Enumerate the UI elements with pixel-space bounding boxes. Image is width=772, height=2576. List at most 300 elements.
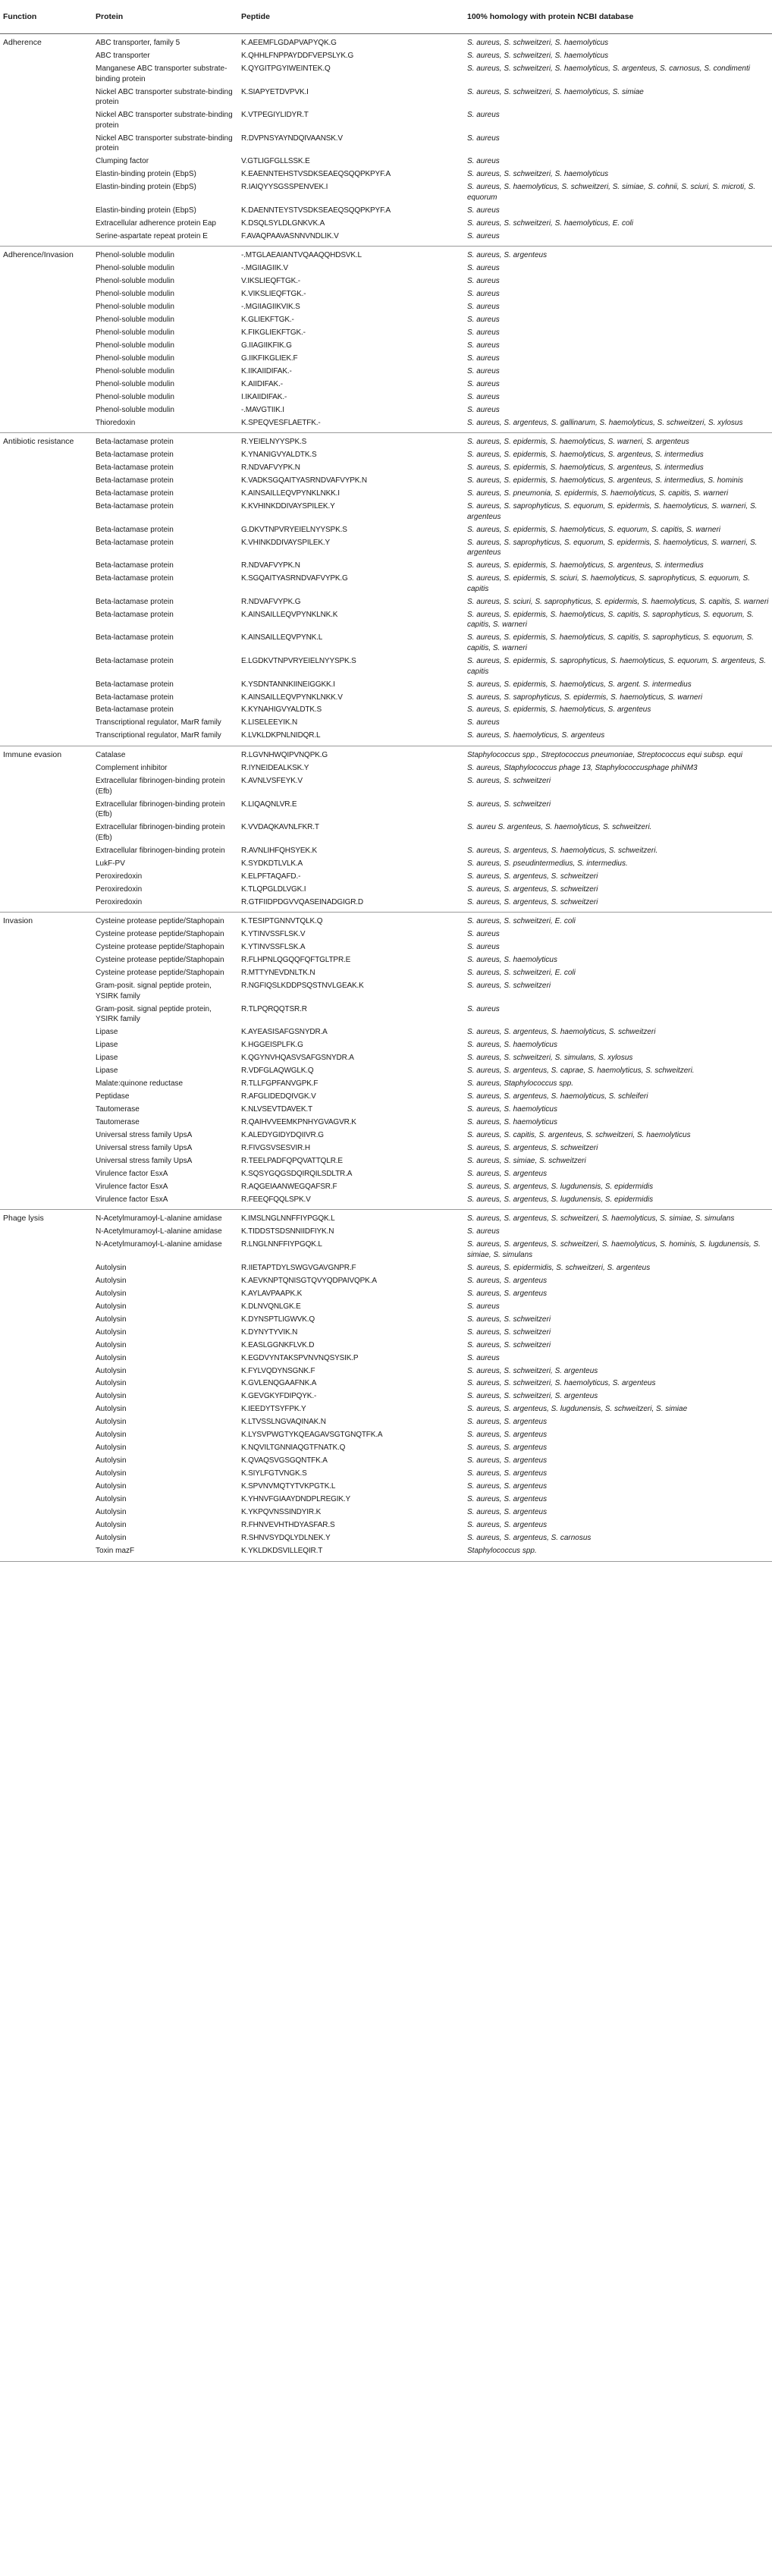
function-cell — [0, 896, 93, 913]
homology-cell: S. aureus, S. argenteus, S. schweitzeri, S. haemolyticus, S. hominis, S. lugdunensis, S. simiae, S. simulans — [467, 1240, 761, 1259]
function-cell — [0, 979, 93, 1003]
function-cell — [0, 1519, 93, 1531]
peptide-cell: K.KYNAHIGVYALDTK.S — [241, 705, 322, 715]
table-row — [0, 730, 772, 746]
function-cell — [0, 678, 93, 691]
peptide-cell: R.IIETAPTDYLSWGVGAVGNPR.F — [241, 1263, 356, 1272]
protein-cell: N-Acetylmuramoyl-L-alanine amidase — [96, 1227, 222, 1236]
function-cell — [0, 1142, 93, 1154]
protein-cell: LukF-PV — [96, 859, 125, 868]
homology-cell: S. aureus — [467, 134, 500, 143]
homology-cell: S. aureus, S. epidermis, S. haemolyticus, S. equorum, S. capitis, S. warneri — [467, 525, 721, 534]
function-cell — [0, 870, 93, 883]
table-row — [0, 762, 772, 774]
homology-cell: S. aureus, S. argenteus — [467, 1521, 548, 1530]
function-cell — [0, 966, 93, 979]
function-cell — [0, 132, 93, 156]
protein-cell: Phenol-soluble modulin — [96, 303, 174, 312]
function-cell — [0, 262, 93, 275]
peptide-cell: K.AINSAILLEQVPYNKLNK.K — [241, 610, 338, 619]
table-row — [0, 1442, 772, 1455]
homology-cell: S. aureus — [467, 264, 500, 273]
homology-cell: S. aureus, S. schweitzeri, S. haemolyticus, E. coli — [467, 218, 633, 228]
table-row — [0, 204, 772, 217]
homology-cell: S. aureus, S. argenteus — [467, 1418, 548, 1427]
homology-cell: S. aureus, S. schweitzeri, S. haemolyticus — [467, 170, 609, 179]
function-cell — [0, 774, 93, 798]
protein-cell: Autolysin — [96, 1521, 127, 1530]
homology-cell: S. aureus, S. argenteus — [467, 1444, 548, 1453]
protein-cell: Universal stress family UpsA — [96, 1143, 193, 1152]
table-row — [0, 449, 772, 462]
homology-cell: S. aureus — [467, 277, 500, 286]
homology-cell: S. aureus, S. argenteus, S. schweitzeri — [467, 884, 598, 894]
homology-cell: S. aureus, S. epidermis, S. haemolyticus, S. argenteus, S. intermedius — [467, 451, 704, 460]
peptide-cell: K.VIKSLIEQFTGK.- — [241, 290, 306, 299]
function-cell — [0, 49, 93, 62]
homology-cell: S. aureus, S. epidermis, S. haemolyticus, S. argenteus, S. intermedius, S. hominis — [467, 476, 744, 485]
protein-cell: Lipase — [96, 1041, 118, 1050]
homology-cell: S. aureus, S. argenteus, S. haemolyticus, S. schleiferi — [467, 1092, 648, 1101]
protein-cell: Nickel ABC transporter substrate-binding protein — [96, 87, 233, 107]
protein-cell: Virulence factor EsxA — [96, 1169, 168, 1178]
protein-cell: Beta-lactamase protein — [96, 525, 174, 534]
table-row — [0, 691, 772, 704]
peptide-cell: R.AQGEIAANWEGQAFSR.F — [241, 1182, 337, 1191]
table-row — [0, 632, 772, 655]
protein-cell: Autolysin — [96, 1431, 127, 1440]
table-row — [0, 1390, 772, 1403]
function-cell — [0, 655, 93, 678]
homology-cell: S. aureus, S. argenteus, S. haemolyticus, S. schweitzeri. — [467, 846, 658, 855]
function-cell — [0, 1193, 93, 1210]
protein-cell: ABC transporter — [96, 51, 150, 60]
table-row — [0, 326, 772, 339]
function-cell — [0, 844, 93, 857]
function-cell — [0, 404, 93, 416]
homology-cell: S. aureus — [467, 1302, 500, 1311]
homology-cell: S. aureus, S. schweitzeri — [467, 981, 551, 990]
peptide-cell: K.SPEQVESFLAETFK.- — [238, 416, 464, 433]
function-cell — [0, 1154, 93, 1167]
homology-cell: S. aureus — [467, 316, 500, 325]
table-row — [0, 595, 772, 608]
protein-cell: Autolysin — [96, 1263, 127, 1272]
peptide-cell: K.VHINKDDIVAYSPILEK.Y — [241, 538, 331, 547]
protein-cell: Beta-lactamase protein — [96, 610, 174, 619]
peptide-cell: K.EGDVYNTAKSPVNVNQSYSIK.P — [241, 1353, 359, 1362]
peptide-cell: K.AINSAILLEQVPYNK.L — [241, 633, 323, 642]
peptide-cell: R.NGFIQSLKDDPSQSTNVLGEAK.K — [241, 981, 364, 990]
protein-cell: N-Acetylmuramoyl-L-alanine amidase — [96, 1240, 222, 1249]
function-cell — [0, 632, 93, 655]
function-cell — [0, 391, 93, 404]
protein-cell: Phenol-soluble modulin — [96, 264, 174, 273]
peptide-cell: K.SIYLFGTVNGK.S — [241, 1469, 307, 1478]
homology-cell: S. aureus, S. epidermis, S. haemolyticus, S. argenteus, S. intermedius — [467, 561, 704, 570]
protein-cell: Manganese ABC transporter substrate-binding protein — [96, 64, 228, 83]
peptide-cell: K.TLQPGLDLVGK.I — [241, 884, 306, 894]
protein-cell: Beta-lactamase protein — [96, 489, 174, 498]
homology-cell: S. aureus, S. argenteus, S. haemolyticus, S. schweitzeri — [467, 1028, 656, 1037]
homology-cell: S. aureus, S. argenteus, S. schweitzeri — [467, 1143, 598, 1152]
function-cell — [0, 475, 93, 488]
table-row — [0, 1429, 772, 1442]
function-cell — [0, 762, 93, 774]
function-cell — [0, 501, 93, 524]
homology-cell: S. aureus, S. argenteus — [467, 1495, 548, 1504]
peptide-cell: G.DKVTNPVRYEIELNYYSPK.S — [241, 525, 347, 534]
protein-cell: Complement inhibitor — [96, 763, 168, 772]
peptide-cell: E.LGDKVTNPVRYEIELNYYSPK.S — [241, 656, 356, 665]
peptide-cell: R.LNGLNNFFIYPGQK.L — [241, 1240, 322, 1249]
function-cell: Invasion — [3, 916, 33, 926]
protein-cell: Extracellular fibrinogen-binding protein (Efb) — [96, 800, 225, 819]
protein-cell: Cysteine protease peptide/Staphopain — [96, 917, 224, 926]
function-cell — [0, 62, 93, 86]
homology-cell: S. aureus, S. haemolyticus, S. schweitzeri, S. simiae, S. cohnii, S. sciuri, S. microti, S. equorum — [467, 183, 756, 202]
function-cell — [0, 730, 93, 746]
protein-cell: Cysteine protease peptide/Staphopain — [96, 968, 224, 977]
peptide-cell: R.NDVAFVYPK.N — [241, 561, 300, 570]
protein-cell: Universal stress family UpsA — [96, 1156, 193, 1165]
function-cell — [0, 378, 93, 391]
table-row — [0, 1339, 772, 1352]
homology-cell: S. aureus — [467, 366, 500, 375]
peptide-cell: R.DVPNSYAYNDQIVAANSK.V — [241, 134, 343, 143]
homology-cell: S. aureus, S. argenteus — [467, 1289, 548, 1298]
peptide-cell: K.SIAPYETDVPVK.I — [241, 87, 309, 96]
table-row — [0, 156, 772, 168]
homology-cell: S. aureus — [467, 379, 500, 388]
function-cell — [0, 821, 93, 844]
peptide-cell: K.LTVSSLNGVAQINAK.N — [241, 1418, 326, 1427]
protein-cell: Beta-lactamase protein — [96, 693, 174, 702]
peptide-cell: K.IIKAIIDIFAK.- — [241, 366, 292, 375]
function-cell — [0, 1506, 93, 1519]
peptide-cell: K.GVLENQGAAFNK.A — [241, 1379, 317, 1388]
peptide-cell: R.AVNLIHFQHSYEK.K — [241, 846, 318, 855]
homology-cell: S. aureus, S. argenteus — [467, 1456, 548, 1465]
peptide-cell: K.QYGITPGYIWEINTEK.Q — [241, 64, 331, 73]
peptide-cell: R.IAIQYYSGSSPENVEK.I — [241, 183, 328, 192]
function-cell — [0, 1300, 93, 1313]
homology-cell: S. aureus, S. schweitzeri, E. coli — [467, 917, 576, 926]
homology-cell: S. aureus, S. argenteus — [467, 1482, 548, 1491]
peptide-cell: K.HGGEISPLFK.G — [241, 1041, 303, 1050]
peptide-cell: K.QVAQSVGSGQNTFK.A — [241, 1456, 328, 1465]
table-row — [0, 1261, 772, 1274]
peptide-cell: K.EAENNTEHSTVSDKSEAEQSQQPKPYF.A — [241, 170, 391, 179]
peptide-cell: K.LISELEEYIK.N — [241, 718, 298, 727]
table-row — [0, 34, 772, 50]
protein-cell: Phenol-soluble modulin — [96, 353, 174, 363]
table-row — [0, 475, 772, 488]
table-row — [0, 704, 772, 717]
table-row — [0, 678, 772, 691]
protein-cell: Thioredoxin — [93, 416, 238, 433]
function-cell — [0, 462, 93, 475]
peptide-cell: K.AEVKNPTQNISGTQVYQDPAIVQPK.A — [241, 1276, 377, 1285]
function-cell — [0, 1116, 93, 1129]
function-cell — [0, 1180, 93, 1193]
peptide-cell: R.FEEQFQQLSPK.V — [238, 1193, 464, 1210]
homology-cell: S. aureus, S. argenteus, S. lugdunensis, S. schweitzeri, S. simiae — [467, 1405, 688, 1414]
homology-cell: S. aureus, S. capitis, S. argenteus, S. schweitzeri, S. haemolyticus — [467, 1130, 691, 1139]
function-cell — [0, 1287, 93, 1300]
homology-cell: Staphylococcus spp., Streptococcus pneumoniae, Streptococcus equi subsp. equi — [467, 751, 742, 759]
homology-cell: S. aureus — [467, 930, 500, 939]
protein-cell: Autolysin — [96, 1392, 127, 1401]
homology-cell: S. aureus, S. schweitzeri, S. argenteus — [467, 1392, 598, 1401]
table-row — [0, 1180, 772, 1193]
protein-cell: Beta-lactamase protein — [96, 574, 174, 583]
protein-cell: Beta-lactamase protein — [96, 438, 174, 447]
function-cell — [0, 717, 93, 730]
peptide-cell: K.QHHLFNPPAYDDFVEPSLYK.G — [241, 51, 354, 60]
function-cell — [0, 1026, 93, 1038]
function-cell — [0, 449, 93, 462]
protein-cell: Peroxiredoxin — [96, 884, 143, 894]
table-row — [0, 1167, 772, 1180]
homology-cell: S. aureus, S. epidermis, S. sciuri, S. haemolyticus, S. saprophyticus, S. equorum, S. capitis — [467, 574, 750, 593]
homology-cell: S. aureus — [467, 328, 500, 338]
peptide-cell: K.SPVNVMQTYTVKPGTK.L — [241, 1482, 336, 1491]
peptide-cell: V.IKSLIEQFTGK.- — [241, 277, 300, 286]
function-cell — [0, 573, 93, 596]
protein-cell: Clumping factor — [96, 157, 149, 166]
peptide-cell: V.GTLIGFGLLSSK.E — [241, 157, 310, 166]
protein-cell: Elastin-binding protein (EbpS) — [96, 183, 196, 192]
homology-cell: S. aureus, S. haemolyticus — [467, 1104, 557, 1114]
protein-cell: Universal stress family UpsA — [96, 1130, 193, 1139]
function-cell — [0, 1129, 93, 1142]
table-row — [0, 746, 772, 762]
function-cell — [0, 1051, 93, 1064]
protein-cell: Lipase — [96, 1054, 118, 1062]
protein-cell: Serine-aspartate repeat protein E — [93, 230, 238, 247]
homology-cell: Staphylococcus spp. — [464, 1544, 772, 1561]
table-row — [0, 1403, 772, 1416]
function-cell — [0, 1365, 93, 1378]
header-protein: Protein — [93, 0, 238, 34]
function-cell — [0, 560, 93, 573]
table-row — [0, 275, 772, 287]
function-cell: Adherence — [3, 38, 42, 47]
table-row — [0, 1026, 772, 1038]
function-cell — [0, 941, 93, 953]
protein-cell: Beta-lactamase protein — [96, 656, 174, 665]
protein-cell: ABC transporter, family 5 — [96, 39, 180, 47]
table-row — [0, 1416, 772, 1429]
peptide-cell: -.MGIIAGIIKVIK.S — [241, 303, 300, 312]
table-row — [0, 1287, 772, 1300]
homology-cell: S. aureus, S. epidermis, S. haemolyticus, S. warneri, S. argenteus — [467, 438, 689, 447]
function-cell — [0, 1239, 93, 1262]
table-row — [0, 1142, 772, 1154]
table-row — [0, 1274, 772, 1287]
table-row — [0, 1468, 772, 1481]
table-row — [0, 717, 772, 730]
peptide-cell: K.AIIDIFAK.- — [241, 379, 283, 388]
protein-cell: Autolysin — [96, 1340, 127, 1349]
protein-cell: Cysteine protease peptide/Staphopain — [96, 956, 224, 964]
homology-cell: S. aureus, S. schweitzeri, S. haemolyticus, S. simiae — [467, 87, 644, 96]
function-cell — [0, 1326, 93, 1339]
table-header — [0, 0, 772, 34]
peptide-cell: K.DLNVQNLGK.E — [241, 1302, 301, 1311]
table-row — [0, 433, 772, 449]
function-cell — [0, 326, 93, 339]
peptide-cell: R.TLPQRQQTSR.R — [241, 1004, 307, 1013]
table-row — [0, 1300, 772, 1313]
table-row — [0, 560, 772, 573]
homology-cell: S. aureus, S. schweitzeri — [467, 800, 551, 809]
function-cell — [0, 1390, 93, 1403]
table-row — [0, 573, 772, 596]
function-cell — [0, 1090, 93, 1103]
function-cell — [0, 1077, 93, 1090]
peptide-cell: K.AYLAVPAAPK.K — [241, 1289, 303, 1298]
protein-cell: Autolysin — [96, 1302, 127, 1311]
table-row — [0, 1103, 772, 1116]
protein-cell: Autolysin — [96, 1534, 127, 1543]
protein-cell: Beta-lactamase protein — [96, 680, 174, 689]
table-row — [0, 287, 772, 300]
protein-cell: Toxin mazF — [93, 1544, 238, 1561]
table-row — [0, 339, 772, 352]
function-cell — [0, 156, 93, 168]
table-row — [0, 300, 772, 313]
function-cell — [0, 1339, 93, 1352]
peptide-cell: K.DSQLSYLDLGNKVK.A — [241, 218, 325, 228]
homology-cell: S. aureus, S. epidermis, S. haemolyticus, S. argenteus, S. intermedius — [467, 463, 704, 473]
function-cell — [0, 1378, 93, 1390]
protein-cell: Virulence factor EsxA — [93, 1193, 238, 1210]
function-cell: Adherence/Invasion — [3, 250, 74, 260]
function-cell — [0, 287, 93, 300]
table-row — [0, 1154, 772, 1167]
table-row — [0, 941, 772, 953]
homology-cell: S. aureus, S. haemolyticus, S. argenteus — [464, 730, 772, 746]
function-cell — [0, 416, 93, 433]
function-cell — [0, 928, 93, 941]
protein-cell: Peptidase — [96, 1092, 130, 1101]
homology-cell: S. aureus, S. epidermis, S. haemolyticus, S. capitis, S. saprophyticus, S. equorum, S. capitis, S. warneri — [467, 610, 754, 630]
function-cell — [0, 1531, 93, 1544]
function-cell — [0, 365, 93, 378]
function-cell — [0, 595, 93, 608]
table-row — [0, 536, 772, 560]
function-cell — [0, 352, 93, 365]
homology-cell: S. aureus, S. schweitzeri — [467, 1327, 551, 1337]
peptide-cell: F.AVAQPAAVASNNVNDLIK.V — [238, 230, 464, 247]
peptide-cell: -.MTGLAEAIANTVQAAQQHDSVK.L — [241, 251, 362, 260]
homology-cell: S. aureus — [467, 206, 500, 215]
protein-cell: Beta-lactamase protein — [96, 561, 174, 570]
function-cell — [0, 108, 93, 132]
homology-cell: S. aureus, S. saprophyticus, S. equorum, S. epidermis, S. haemolyticus, S. warneri, S. argenteus — [467, 538, 758, 558]
homology-cell: S. aureus, S. epidermis, S. haemolyticus, S. argent. S. intermedius — [467, 680, 692, 689]
protein-cell: Phenol-soluble modulin — [96, 290, 174, 299]
peptide-cell: K.FIKGLIEKFTGK.- — [241, 328, 306, 338]
homology-cell: S. aureus, S. argenteus, S. schweitzeri, S. haemolyticus, S. simiae, S. simulans — [467, 1214, 735, 1224]
homology-cell: S. aureus, S. argenteus, S. lugdunensis, S. epidermidis — [467, 1182, 654, 1191]
homology-cell: S. aureus, S. saprophyticus, S. epidermis, S. haemolyticus, S. warneri — [467, 693, 703, 702]
protein-cell: Beta-lactamase protein — [96, 476, 174, 485]
peptide-cell: -.MGIIAGIIK.V — [241, 264, 288, 273]
table-row — [0, 883, 772, 896]
table-row — [0, 62, 772, 86]
protein-cell: Beta-lactamase protein — [96, 633, 174, 642]
table-row — [0, 217, 772, 230]
homology-cell: S. aureus, S. argenteus, S. carnosus — [467, 1534, 592, 1543]
protein-cell: Peroxiredoxin — [93, 896, 238, 913]
table-row — [0, 1090, 772, 1103]
protein-cell: Autolysin — [96, 1482, 127, 1491]
function-cell — [0, 704, 93, 717]
protein-cell: Autolysin — [96, 1456, 127, 1465]
homology-cell: S. aureus — [467, 392, 500, 401]
homology-cell: S. aureus, S. epidermis, S. haemolyticus, S. argenteus — [467, 705, 651, 715]
function-cell — [0, 1038, 93, 1051]
homology-cell: S. aureus, S. epidermis, S. saprophyticus, S. haemolyticus, S. equorum, S. argenteus, S. capitis — [467, 656, 767, 676]
peptide-cell: K.DAENNTEYSTVSDKSEAEQSQQPKPYF.A — [241, 206, 391, 215]
protein-cell: Extracellular fibrinogen-binding protein — [96, 846, 225, 855]
homology-cell: S. aureus, S. saprophyticus, S. equorum, S. epidermis, S. haemolyticus, S. warneri, S. argenteus — [467, 502, 758, 521]
table-row — [0, 523, 772, 536]
protein-cell: Beta-lactamase protein — [96, 705, 174, 715]
function-cell: Antibiotic resistance — [3, 437, 74, 447]
peptide-cell: K.SGQAITYASRNDVAFVYPK.G — [241, 574, 348, 583]
homology-cell: S. aureus, Staphylococcus spp. — [467, 1079, 574, 1088]
table-row — [0, 966, 772, 979]
protein-cell: Cysteine protease peptide/Staphopain — [96, 930, 224, 939]
peptide-cell: R.NDVAFVYPK.G — [241, 597, 301, 606]
homology-cell: S. aureu S. argenteus, S. haemolyticus, S. schweitzeri. — [467, 823, 652, 832]
homology-cell: S. aureus, S. argenteus — [467, 1276, 548, 1285]
protein-cell: Autolysin — [96, 1289, 127, 1298]
table-row — [0, 870, 772, 883]
homology-cell: S. aureus, S. schweitzeri, S. simulans, S. xylosus — [467, 1054, 633, 1062]
table-row — [0, 1506, 772, 1519]
protein-cell: Gram-posit. signal peptide protein, YSIRK family — [96, 1004, 212, 1024]
function-cell — [0, 883, 93, 896]
table-row — [0, 1481, 772, 1494]
peptide-cell: K.GEVGKYFDIPQYK.- — [241, 1392, 317, 1401]
homology-cell: S. aureus, S. argenteus, S. lugdunensis, S. epidermidis — [464, 1193, 772, 1210]
protein-cell: Autolysin — [96, 1418, 127, 1427]
table-row — [0, 1193, 772, 1210]
protein-cell: Nickel ABC transporter substrate-binding protein — [96, 134, 233, 153]
protein-cell: Autolysin — [96, 1444, 127, 1453]
protein-cell: Autolysin — [96, 1405, 127, 1414]
header-row — [0, 0, 772, 34]
table-row — [0, 1129, 772, 1142]
protein-cell: Lipase — [96, 1028, 118, 1037]
function-cell — [0, 1468, 93, 1481]
peptide-cell: K.SQSYGQGSDQIRQILSDLTR.A — [241, 1169, 353, 1178]
peptide-cell: G.IIAGIIKFIK.G — [241, 341, 292, 350]
function-cell — [0, 168, 93, 181]
homology-cell: S. aureus, S. argenteus — [467, 1508, 548, 1517]
peptide-cell: K.QGYNVHQASVSAFGSNYDR.A — [241, 1054, 354, 1062]
homology-cell: S. aureus — [467, 341, 500, 350]
protein-cell: Beta-lactamase protein — [96, 597, 174, 606]
protein-cell: Beta-lactamase protein — [96, 463, 174, 473]
peptide-cell: R.FHNVEVHTHDYASFAR.S — [241, 1521, 335, 1530]
protein-cell: Autolysin — [96, 1366, 127, 1375]
